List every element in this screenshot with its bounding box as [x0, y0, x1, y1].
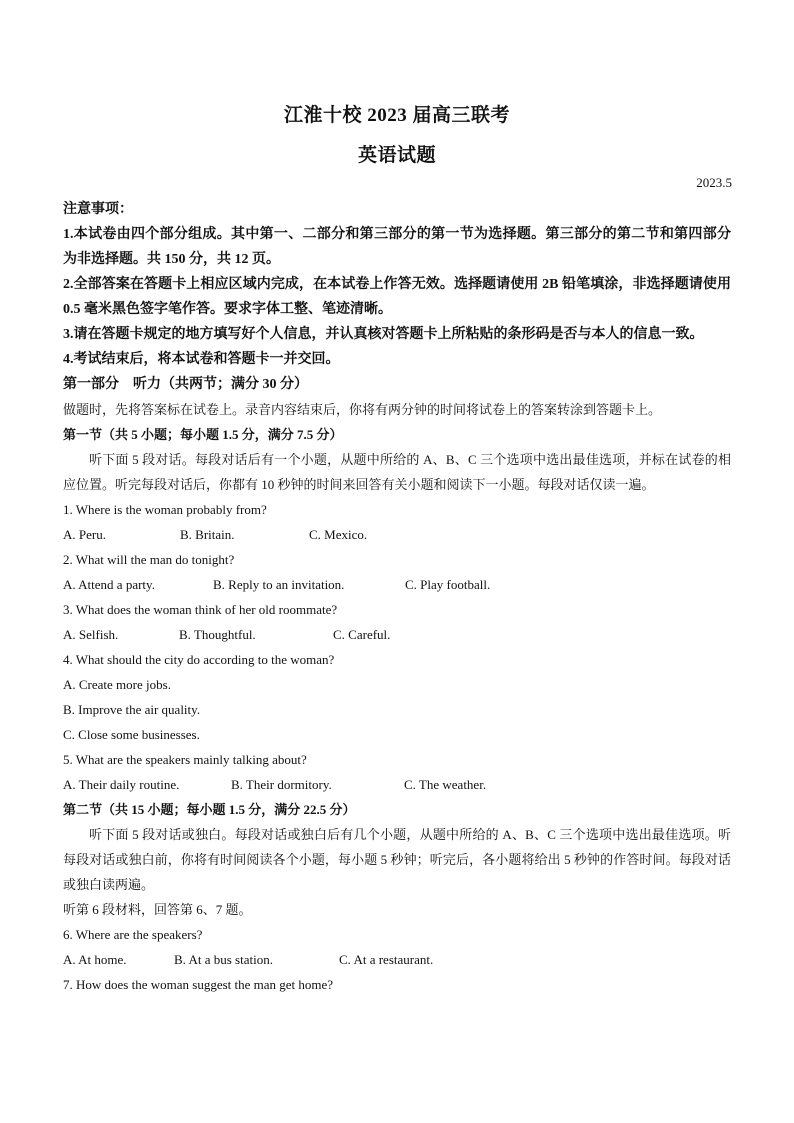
question-3: 3. What does the woman think of her old roommate?	[63, 602, 338, 617]
option-b: B. Reply to an invitation.	[213, 577, 345, 592]
exam-subtitle: 英语试题	[357, 145, 436, 166]
option-a: A. Attend a party.	[63, 577, 155, 592]
question-5-options	[63, 772, 731, 797]
notice-item-3: 3.请在答题卡规定的地方填写好个人信息，并认真核对答题卡上所粘贴的条形码是否与本人的信息一致。	[63, 327, 704, 342]
notice-item-2: 2.全部答案在答题卡上相应区域内完成，在本试卷上作答无效。选择题请使用 2B 铅笔填涂，非选择题请使用 0.5 毫米黑色签字笔作答。要求字体工整、笔迹清晰。	[63, 277, 731, 317]
material-6-instruction: 听第 6 段材料，回答第 6、7 题。	[63, 902, 252, 917]
question-1-options	[63, 522, 731, 547]
notice-item-1: 1.本试卷由四个部分组成。其中第一、二部分和第三部分的第一节为选择题。第三部分的第二节和第四部分为非选择题。共 150 分，共 12 页。	[63, 227, 731, 267]
section1-heading: 第一节（共 5 小题；每小题 1.5 分，满分 7.5 分）	[63, 427, 343, 442]
exam-date: 2023.5	[696, 175, 732, 190]
option-c: C. At a restaurant.	[339, 952, 434, 967]
option-c: C. Mexico.	[309, 527, 368, 542]
option-b: B. At a bus station.	[174, 952, 273, 967]
option-a: A. At home.	[63, 952, 127, 967]
option-c: C. The weather.	[404, 777, 487, 792]
option-b: B. Improve the air quality.	[63, 702, 201, 717]
option-b: B. Britain.	[180, 527, 235, 542]
option-a: A. Selfish.	[63, 627, 119, 642]
option-a: A. Create more jobs.	[63, 677, 171, 692]
question-1: 1. Where is the woman probably from?	[63, 502, 267, 517]
question-2: 2. What will the man do tonight?	[63, 552, 235, 567]
option-a: A. Peru.	[63, 527, 106, 542]
part1-heading: 第一部分 听力（共两节；满分 30 分）	[63, 377, 308, 392]
question-6: 6. Where are the speakers?	[63, 927, 203, 942]
option-b: B. Thoughtful.	[179, 627, 256, 642]
notice-item-4: 4.考试结束后，将本试卷和答题卡一并交回。	[63, 352, 340, 367]
section2-instruction: 听下面 5 段对话或独白。每段对话或独白后有几个小题，从题中所给的 A、B、C 三个选项中选出最佳选项。听每段对话或独白前，你将有时间阅读各个小题，每小题 5 秒钟；听完后，各小题将给出 5 秒钟的作答时间。每段对话或独白读两遍。	[63, 827, 731, 892]
notice-heading: 注意事项：	[63, 202, 133, 217]
question-7: 7. How does the woman suggest the man get home?	[63, 977, 334, 992]
question-4: 4. What should the city do according to the woman?	[63, 652, 335, 667]
option-c: C. Play football.	[405, 577, 491, 592]
question-3-options	[63, 622, 731, 647]
option-b: B. Their dormitory.	[231, 777, 332, 792]
section1-instruction: 听下面 5 段对话。每段对话后有一个小题，从题中所给的 A、B、C 三个选项中选出最佳选项，并标在试卷的相应位置。听完每段对话后，你都有 10 秒钟的时间来回答有关小题和阅读下一小题。每段对话仅读一遍。	[63, 452, 731, 492]
option-c: C. Careful.	[333, 627, 391, 642]
question-6-options	[63, 947, 731, 972]
part1-instruction: 做题时，先将答案标在试卷上。录音内容结束后，你将有两分钟的时间将试卷上的答案转涂到答题卡上。	[63, 402, 662, 417]
section2-heading: 第二节（共 15 小题；每小题 1.5 分，满分 22.5 分）	[63, 802, 356, 817]
question-5: 5. What are the speakers mainly talking about?	[63, 752, 307, 767]
question-2-options	[63, 572, 731, 597]
option-c: C. Close some businesses.	[63, 727, 200, 742]
exam-content	[63, 197, 731, 997]
option-a: A. Their daily routine.	[63, 777, 180, 792]
exam-title: 江淮十校 2023 届高三联考	[283, 105, 510, 126]
